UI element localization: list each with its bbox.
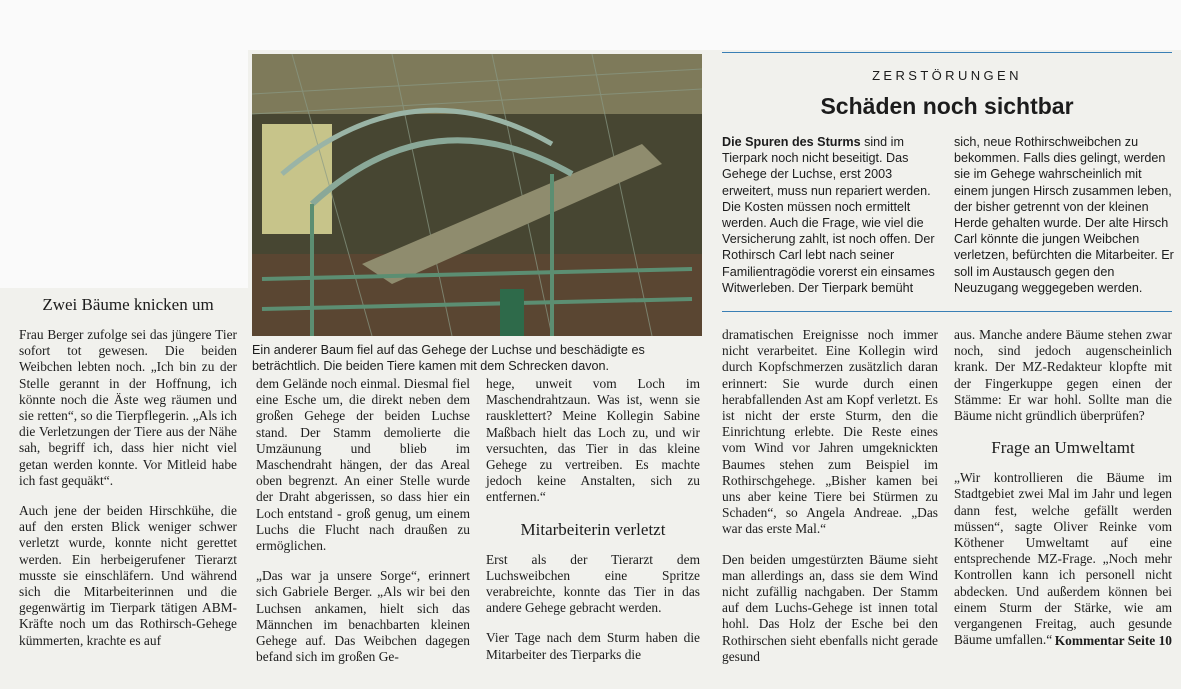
col4-para-1: dramatischen Ereignisse noch immer nicht verarbeitet. Eine Kollegin wird durch Kopfschmerzen zusätzlich daran erinnert: Sie wurde durch einen herabfallenden Ast am Kopf verletzt. Es ist nicht der erste Sturm, den die Einrichtung erlebte. Die Reste eines vom Wind vor Jahren umgeknickten Baumes stehen zum Beispiel im Rothirschgehege. „Bisher kamen bei uns aber keine Tiere bei Stürmen zu Schaden“, so Angela Andreae. „Das war das erste Mal.“: [722, 327, 938, 537]
box-col-1: [722, 134, 938, 296]
left-article: [19, 291, 237, 649]
article-col-4: [722, 327, 938, 665]
left-para-2: Auch jene der beiden Hirschkühe, die auf den ersten Blick weniger schwer verletzt wurde, konnte nicht gerettet werden. Ein herbeigerufener Tierarzt musste sie einschläfern. Und während sich die Mitarbeiterinnen und die gegenwärtig im Tierpark tätigen ABM-Kräfte noch um das Rothirsch-Gehege kümmerten, krachte es auf: [19, 503, 237, 648]
col3-subhead: Mitarbeiterin verletzt: [520, 519, 666, 539]
box-col1-text: sind im Tierpark noch nicht beseitigt. Das Gehege der Luchse, erst 2003 erweitert, muss nun repariert werden. Die Kosten müssen noch ermittelt werden. Auch die Frage, wie viel die Versicherung zahlt, ist noch offen. Der Rothirsch Carl lebt nach seiner Familientragödie vorerst ein einsames Witwerleben. Der Tierpark bemüht: [722, 135, 935, 295]
box-rule-bottom: [722, 311, 1172, 312]
footer-reference: Kommentar Seite 10: [1054, 633, 1172, 649]
left-para-1: Frau Berger zufolge sei das jüngere Tier sofort tot gewesen. Die beiden Weibchen lebten noch. „Ich bin zu der Stelle gerannt in der Hoffnung, ich könnte noch die Äste weg räumen und sie retten“, so die Tierpflegerin. „Als ich die Verletzungen der Tiere aus der Nähe sah, begriff ich, dass hier nicht viel getan werden konnte. Vor Mitleid habe ich fast gequäkt“.: [19, 327, 237, 488]
box-lead: Die Spuren des Sturms: [722, 135, 861, 149]
article-col-2: [256, 376, 470, 665]
blank-left: [0, 0, 248, 288]
box-headline: Schäden noch sichtbar: [820, 93, 1074, 119]
article-col-5: [954, 327, 1172, 650]
col2-para-1: dem Gelände noch einmal. Diesmal fiel eine Esche um, die direkt neben dem großen Gehege der beiden Luchse stand. Der Stamm demolierte die Umzäunung und blieb im Maschendraht hängen, der das Areal oben begrenzt. An einer Stelle wurde der Draht abgerissen, so dass hier ein Loch entstand - groß genug, um einem Luchs die Flucht nach draußen zu ermöglichen.: [256, 376, 470, 554]
news-photo: [252, 54, 702, 336]
article-col-3: [486, 376, 700, 663]
box-kicker: ZERSTÖRUNGEN: [872, 68, 1022, 83]
col2-para-2: „Das war ja unsere Sorge“, erinnert sich Gabriele Berger. „Als wir bei den Luchsen ankamen, hielt sich das Männchen im benachbarten kleinen Gehege auf. Das Weibchen dagegen befand sich im großen Ge-: [256, 568, 470, 665]
col5-para-1: aus. Manche andere Bäume stehen zwar noch, sind jedoch augenscheinlich krank. Der MZ-Redakteur klopfte mit der Fingerkuppe gegen einen der Stämme: Er war hohl. Sollte man die Bäume nicht gründlich überprüfen?: [954, 327, 1172, 424]
col4-para-2: Den beiden umgestürzten Bäume sieht man allerdings an, dass sie dem Wind nicht zufällig nachgaben. Der Stamm auf dem Luchs-Gehege ist innen total hohl. Das Holz der Esche bei den Rothirschen sieht ebenfalls nicht gerade gesund: [722, 551, 938, 664]
col5-para-2: „Wir kontrollieren die Bäume im Stadtgebiet zwei Mal im Jahr und legen dann fest, welche gefällt werden müssen“, sagte Oliver Reinke vom Köthener Umweltamt auf eine entsprechende MZ-Frage. „Noch mehr Kontrollen kann ich personell nicht abdecken. Und außerdem können bei einem Sturm der Stärke, wie am vergangenen Freitag, auch gesunde Bäume umfallen.“: [954, 470, 1172, 648]
col3-para-3: Vier Tage nach dem Sturm haben die Mitarbeiter des Tierparks die: [486, 630, 700, 662]
box-col2-text: sich, neue Rothirschweibchen zu bekommen. Falls dies gelingt, werden sie im Gehege wahrscheinlich mit einem jungen Hirsch zusammen leben, der bisher getrennt von der kleinen Herde gehalten wurde. Der alte Hirsch Carl könnte die jungen Weibchen verletzen, befürchten die Mitarbeiter. Er soll im Austausch gegen den Neuzugang weggegeben werden.: [954, 135, 1174, 295]
col5-subhead: Frage an Umweltamt: [991, 438, 1135, 458]
box-rule-top: [722, 52, 1172, 53]
box-col-2: [954, 134, 1174, 296]
photo-enclosure-image: [252, 54, 702, 336]
col3-para-2: Erst als der Tierarzt dem Luchsweibchen eine Spritze verabreichte, konnte das Tier in das andere Gehege gebracht werden.: [486, 551, 700, 616]
col3-para-1: hege, unweit vom Loch im Maschendrahtzaun. Was ist, wenn sie rausklettert? Meine Kollegin Sabine Maßbach hielt das Loch zu, und wir versuchten, das Tier in das kleine Gehege zu vertreiben. Es machte jedoch keine Anstalten, sich zu entfernen.“: [486, 376, 700, 505]
left-subhead: Zwei Bäume knicken um: [42, 295, 214, 314]
photo-caption: Ein anderer Baum fiel auf das Gehege der Luchse und beschädigte es beträchtlich. Die beiden Tiere kamen mit dem Schrecken davon.: [252, 343, 645, 373]
